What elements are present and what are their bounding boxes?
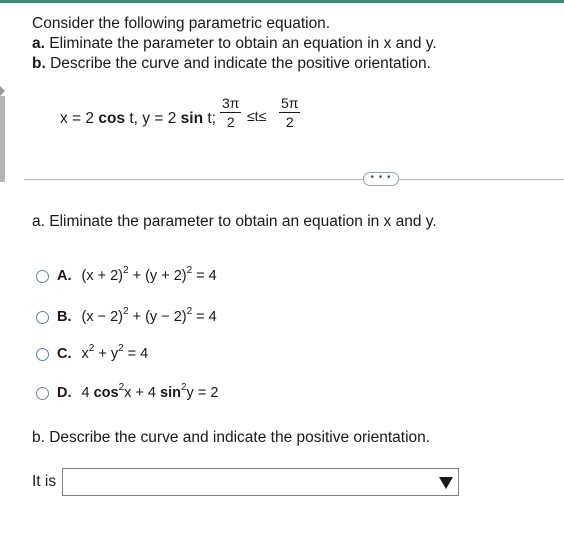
upper-bound-fraction: [279, 94, 300, 131]
t-semicolon: t;: [203, 110, 216, 127]
option-c[interactable]: [36, 343, 148, 365]
option-b[interactable]: [36, 306, 217, 328]
part-a-letter: a.: [32, 35, 45, 52]
lower-bound-denominator: 2: [220, 112, 241, 131]
dropdown-arrow-icon[interactable]: [439, 477, 453, 489]
option-a-letter: A.: [57, 268, 72, 284]
intro-line-1: Consider the following parametric equation.: [32, 15, 331, 32]
option-b-radio[interactable]: [36, 311, 49, 324]
option-d-expression: 4 $\cos^2x + 4$ $\sin^2y = 2$: [81, 382, 219, 401]
upper-bound-denominator: 2: [279, 112, 300, 131]
curve-description-dropdown[interactable]: [62, 468, 459, 496]
upper-bound-numerator: 5π: [281, 95, 299, 111]
x-definition: x = 2: [60, 110, 99, 127]
top-accent-rule: [0, 0, 564, 3]
intro-line-2: [32, 34, 437, 54]
option-a[interactable]: [36, 265, 217, 287]
left-panel-handle[interactable]: [0, 96, 5, 182]
answer-prefix-label: It is: [32, 473, 57, 490]
option-c-letter: C.: [57, 346, 72, 362]
section-divider: [24, 179, 564, 180]
option-d[interactable]: [36, 382, 218, 404]
option-c-radio[interactable]: [36, 348, 49, 361]
y-definition: t, y = 2: [125, 110, 181, 127]
option-c-expression: $x^2 + y^2 = 4$: [81, 343, 149, 362]
intro-line-3: [32, 54, 437, 74]
part-b-text: Describe the curve and indicate the positive orientation.: [45, 55, 431, 72]
inequality-symbols: ≤t≤: [247, 108, 267, 124]
option-a-radio[interactable]: [36, 270, 49, 283]
option-b-letter: B.: [57, 309, 72, 325]
option-b-expression: $(x - 2)^2 + (y - 2)^2 = 4$: [81, 306, 217, 325]
question-b: b. Describe the curve and indicate the positive orientation.: [32, 429, 431, 446]
lower-bound-fraction: [220, 94, 241, 131]
equation-text: [60, 110, 216, 128]
more-options-button[interactable]: • • •: [363, 172, 399, 186]
left-collapse-arrow-icon[interactable]: [0, 86, 5, 96]
option-a-expression: $(x + 2)^2 + (y + 2)^2 = 4$: [81, 265, 217, 284]
part-a-text: Eliminate the parameter to obtain an equation in x and y.: [44, 35, 437, 52]
problem-statement: [32, 14, 437, 74]
cos-function: cos: [98, 110, 126, 127]
sin-function: sin: [180, 110, 204, 127]
part-b-letter: b.: [32, 55, 46, 72]
option-d-letter: D.: [57, 385, 72, 401]
lower-bound-numerator: 3π: [222, 95, 240, 111]
option-d-radio[interactable]: [36, 387, 49, 400]
question-a: a. Eliminate the parameter to obtain an equation in x and y.: [32, 213, 437, 230]
